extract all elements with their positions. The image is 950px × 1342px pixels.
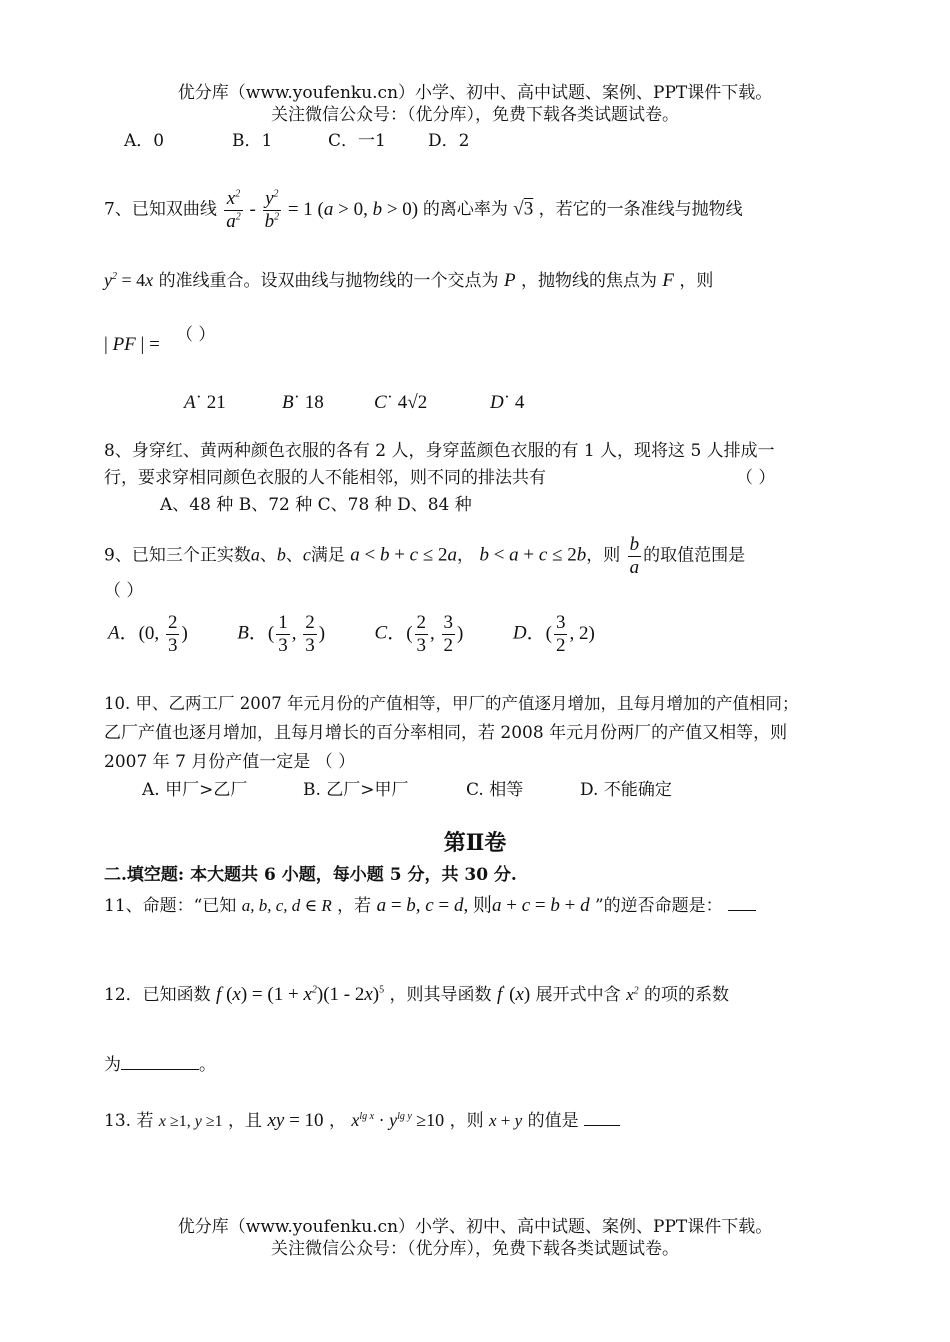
q13-line: 13. 若 x ≥1, y ≥1 ，且 xy = 10 ， $x^{lg x} \cdot y^{lg y} \ge 10$ ，则 x + y 的值是 [104, 1106, 620, 1132]
q7-line-2 [104, 266, 713, 292]
q7-line2a: 的准线重合。设双曲线与抛物线的一个交点为 [158, 271, 499, 291]
q9-options [108, 612, 595, 657]
q8-line-2: 行，要求穿相同颜色衣服的人不能相邻，则不同的排法共有 [104, 468, 546, 488]
q6-option-b: B．1 [232, 131, 273, 151]
q12-answer-blank[interactable] [121, 1053, 199, 1070]
q7-after-eq: 的离心率为 [422, 199, 508, 220]
q9-condition-1: a < b + c ≤ 2a [350, 544, 458, 566]
q7-option-d: D˙ 4 [490, 392, 525, 413]
q9-ratio: $\frac{b}{a}$ [629, 534, 640, 578]
q7-option-c: C˙ 4√2 [374, 392, 428, 413]
q12-derivative: f′ (x) [496, 984, 531, 1005]
q9-option-d: D．( $\frac{3}{2}$ , 2) [512, 612, 595, 656]
q13-answer-blank[interactable] [584, 1109, 620, 1126]
q9-option-a: A．(0, $\frac{2}{3}$ ) [108, 612, 188, 656]
q13-inequality: $x^{lg x} \cdot y^{lg y} \ge 10$ [351, 1110, 445, 1130]
q13-product: xy = 10 [267, 1110, 324, 1131]
q12-line-1: 12．已知函数 f $(x) = (1 + x^2)(1 - 2x)^5$ ，则其导函数 f′ (x) 展开式中含 $x^2$ 的项的系数 [104, 984, 730, 1005]
q7-after-e: ，若它的一条准线与抛物线 [538, 199, 743, 220]
footer-line-2: 关注微信公众号：（优分库），免费下载各类试题试卷。 [271, 1239, 679, 1259]
q7-point-p: P [503, 270, 516, 291]
q6-option-c: C．一1 [328, 131, 386, 151]
q10-option-d: D. 不能确定 [580, 780, 672, 800]
q9-bracket: （ ） [104, 581, 144, 601]
q8-options: A、48 种 B、72 种 C、78 种 D、84 种 [160, 495, 472, 515]
q10-line-1: 10. 甲、乙两工厂 2007 年元月份的产值相等，甲厂的产值逐月增加，且每月增加的产值相同； [104, 694, 799, 713]
q12-function: f $(x) = (1 + x^2)(1 - 2x)^5$ [216, 984, 385, 1005]
q11-set: a, b, c, d ∈ R [241, 896, 332, 915]
q10-option-b: B. 乙厂>甲厂 [303, 780, 409, 800]
footer-line-1: 优分库（www.youfenku.cn）小学、初中、高中试题、案例、PPT课件下载。 [177, 1217, 773, 1237]
q11-condition: a = b, c = d, 则a + c = b + d [376, 895, 590, 916]
q8-line-1: 8、身穿红、黄两种颜色衣服的各有 2 人，身穿蓝颜色衣服的有 1 人，现将这 5 人排成一 [104, 441, 775, 461]
q7-prefix: 7、已知双曲线 [104, 199, 217, 220]
header-line-2: 关注微信公众号：（优分库），免费下载各类试题试卷。 [271, 105, 679, 125]
q9-option-b: B．( $\frac{1}{3}$ , $\frac{2}{3}$ ) [237, 612, 326, 656]
q7-parabola: $y^2 = 4x$ [104, 270, 154, 290]
part-2-title: 第Ⅱ卷 [443, 830, 507, 856]
q7-eccentricity: √3 [513, 198, 534, 220]
q11-line: 11、命题：“已知 a, b, c, d ∈ R ，若 a = b, c = d, 则a + c = b + d ”的逆否命题是： [104, 890, 756, 917]
q7-option-b: B˙ 18 [282, 392, 324, 413]
q9-line-1: 9、已知三个正实数a、b、c满足 a < b + c ≤ 2a， b < a + c ≤ 2b，则 $\frac{b}{a}$ 的取值范围是 [104, 534, 746, 578]
q11-answer-blank[interactable] [728, 894, 756, 911]
q13-sum: x + y [489, 1111, 523, 1130]
q12-term: $x^2$ [626, 985, 639, 1004]
q7-line2b: ，抛物线的焦点为 [520, 271, 657, 291]
q13-condition: x ≥1, y ≥1 [158, 1113, 223, 1130]
q10-option-c: C. 相等 [466, 780, 524, 800]
q7-point-f: F [662, 270, 674, 291]
q9-condition-2: b < a + c ≤ 2b [479, 544, 587, 566]
q6-option-a: A．0 [124, 131, 165, 151]
q7-line-1 [104, 188, 743, 233]
q9-option-c: C．( $\frac{2}{3}$ , $\frac{3}{2}$ ) [374, 612, 464, 656]
q12-line-2: 为 。 [104, 1055, 216, 1075]
q8-bracket: （ ） [736, 468, 776, 488]
q7-bracket: （ ） [176, 325, 216, 345]
q10-line-2: 乙厂产值也逐月增加，且每月增长的百分率相同，若 2008 年元月份两厂的产值又相等，则 [104, 723, 788, 743]
q10-line-3: 2007 年 7 月份产值一定是 （ ） [104, 752, 356, 772]
q7-line2c: ，则 [679, 271, 714, 291]
q6-option-d: D．2 [428, 131, 470, 151]
q7-option-a: A˙ 21 [184, 392, 226, 413]
q7-hyperbola-equation: $\frac{x^2}{a^2}$ - $\frac{y^2}{b^2}$ = 1 (a > 0, b > 0) [226, 188, 419, 232]
fill-blank-section-heading: 二.填空题: 本大题共 6 小题，每小题 5 分，共 30 分. [104, 865, 517, 885]
q7-pf-label: | PF | = [104, 334, 160, 355]
q10-option-a: A. 甲厂>乙厂 [142, 780, 248, 800]
header-line-1: 优分库（www.youfenku.cn）小学、初中、高中试题、案例、PPT课件下载。 [177, 83, 773, 103]
